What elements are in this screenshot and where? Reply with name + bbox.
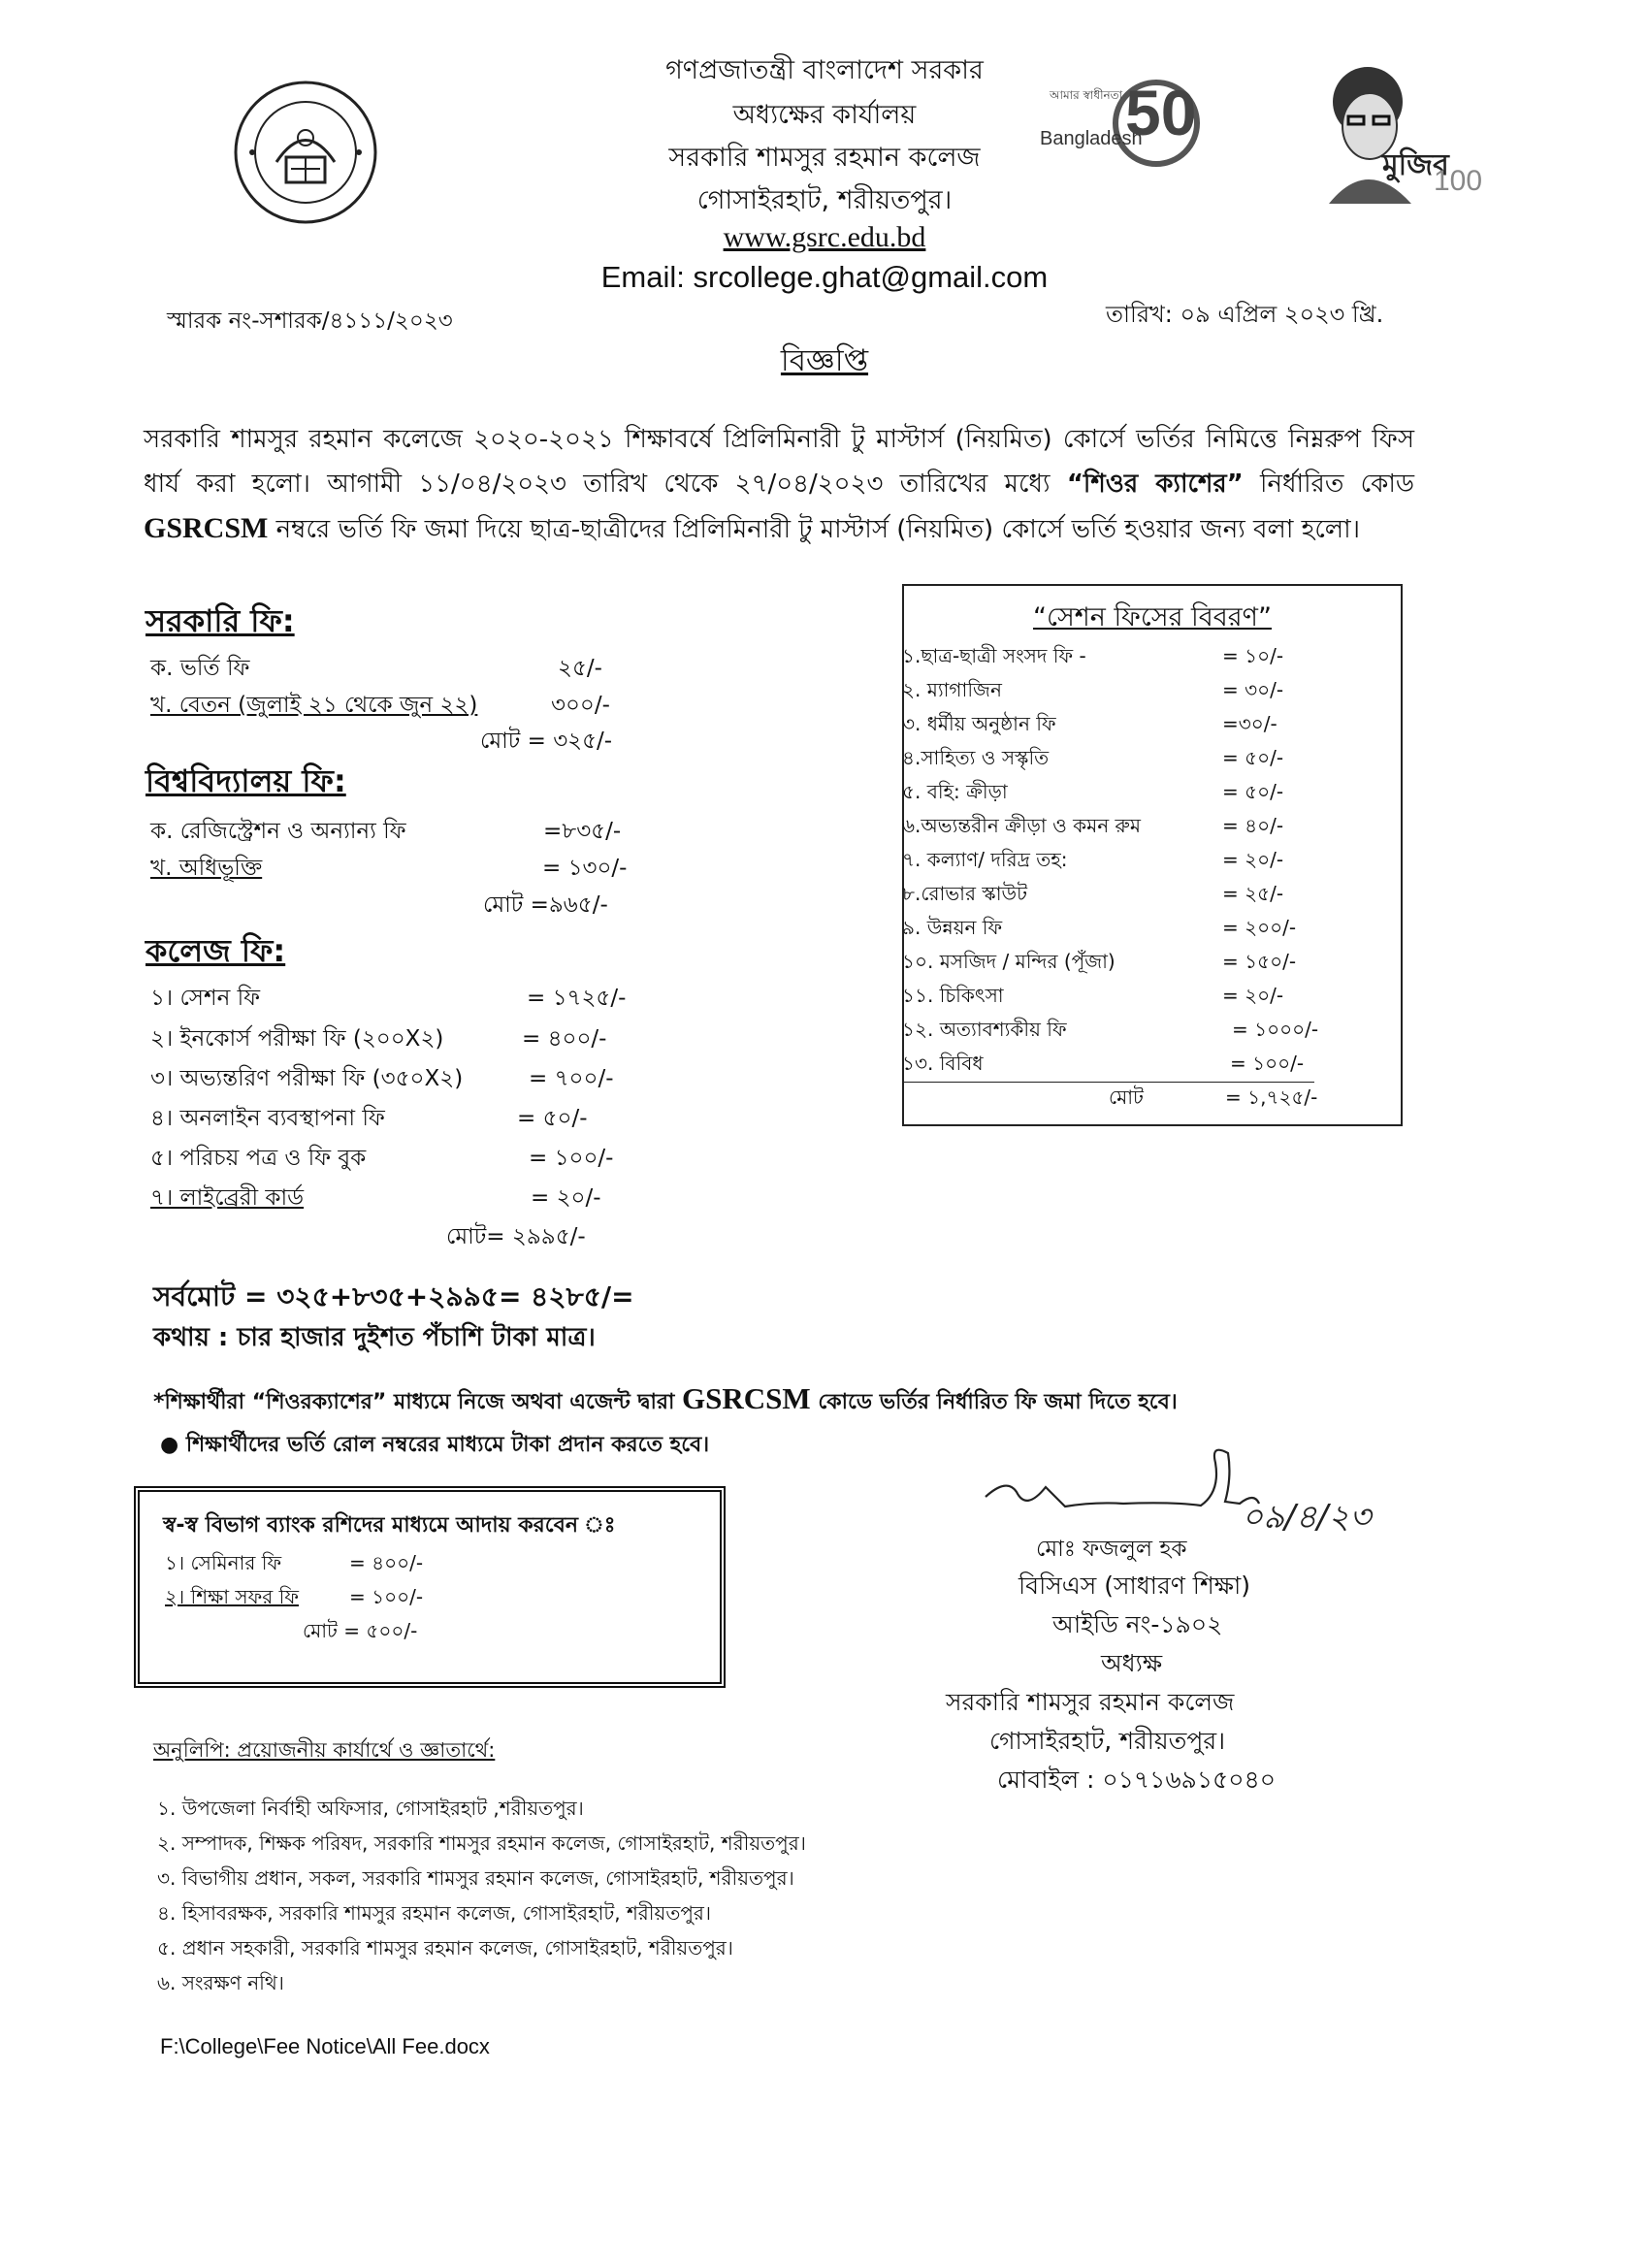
payment-code: GSRCSM <box>144 512 269 544</box>
fee-label: ৫. বহি: ক্রীড়া <box>902 780 1008 803</box>
signature-date: ০৯/৪/২৩ <box>1242 1498 1372 1537</box>
session-fee-item <box>902 846 1284 878</box>
fee-label: ২. ম্যাগাজিন <box>902 678 1002 701</box>
fee-value: = ২০/- <box>1222 848 1284 871</box>
college-fee-row <box>150 1100 588 1138</box>
session-fee-item <box>902 642 1284 674</box>
intro-text-2: নির্ধারিত কোড <box>1243 470 1415 499</box>
header-line-4: গোসাইরহাট, শরীয়তপুর। <box>696 185 953 215</box>
note-code: GSRCSM <box>682 1381 811 1415</box>
sure-cash-bold: “শিওর ক্যাশের” <box>1066 470 1244 499</box>
svg-text:মুজিব: মুজিব <box>1382 148 1449 182</box>
roll-number-note: ● শিক্ষার্থীদের ভর্তি রোল নম্বরের মাধ্যমে টাকা প্রদান করতে হবে। <box>160 1433 710 1457</box>
college-fee-row <box>150 1060 614 1098</box>
header-line-3: সরকারি শামসুর রহমান কলেজ <box>668 143 981 173</box>
principal-cadre: বিসিএস (সাধারণ শিক্ষা) <box>1018 1571 1251 1600</box>
memo-number: স্মারক নং-সশারক/৪১১১/২০২৩ <box>167 308 453 334</box>
principal-mobile: মোবাইল : ০১৭১৬৯১৫০৪০ <box>997 1766 1276 1794</box>
session-fee-item <box>902 812 1284 844</box>
fee-value: = ৫০/- <box>517 1106 588 1131</box>
fee-value: =৮৩৫/- <box>543 819 622 844</box>
session-fee-item <box>902 744 1284 776</box>
session-fee-item <box>902 778 1284 810</box>
govt-fee-row <box>150 650 640 688</box>
fee-label: ১.ছাত্র-ছাত্রী সংসদ ফি - <box>902 644 1086 667</box>
notice-date: তারিখ: ০৯ এপ্রিল ২০২৩ খ্রি. <box>1106 301 1384 328</box>
fee-value: = ৪০/- <box>1222 814 1284 837</box>
session-fee-item <box>902 676 1284 708</box>
email-line[interactable]: Email: srcollege.ghat@gmail.com <box>600 260 1049 294</box>
fee-label: ৯. উন্নয়ন ফি <box>902 916 1003 939</box>
govt-fee-title: সরকারি ফি: <box>146 602 295 639</box>
fee-value: = ১৫০/- <box>1222 950 1297 973</box>
fee-label: ৩। অভ্যন্তরিণ পরীক্ষা ফি (৩৫০X২) <box>150 1066 464 1091</box>
bank-fee-total: মোট = ৫০০/- <box>303 1619 418 1642</box>
fee-value: = ৪০০/- <box>522 1026 607 1052</box>
college-fee-row <box>150 980 627 1018</box>
fee-value: = ১০০/- <box>349 1585 424 1608</box>
copy-item: ২. সম্পাদক, শিক্ষক পরিষদ, সরকারি শামসুর রহমান কলেজ, গোসাইরহাট, শরীয়তপুর। <box>157 1831 806 1855</box>
fee-label: ক. রেজিস্ট্রেশন ও অন্যান্য ফি <box>150 819 406 844</box>
fee-value: = ১৩০/- <box>542 856 628 881</box>
intro-text-3: নম্বরে ভর্তি ফি জমা দিয়ে ছাত্র-ছাত্রীদের প্রিলিমিনারী টু মাস্টার্স (নিয়মিত) কোর্সে ভর্তি হওয়ার জন্য বলা হলো। <box>268 515 1360 544</box>
session-fee-item <box>902 948 1297 980</box>
fee-label: ১২. অত্যাবশ্যকীয় ফি <box>902 1018 1067 1041</box>
session-fee-item <box>902 880 1284 912</box>
college-seal-logo <box>233 80 378 225</box>
fee-value: = ৭০০/- <box>529 1066 614 1091</box>
fee-value: = ১০০/- <box>1230 1052 1305 1075</box>
copy-item: ১. উপজেলা নির্বাহী অফিসার, গোসাইরহাট ,শরীয়তপুর। <box>157 1797 584 1820</box>
fee-label: ৫। পরিচয় পত্র ও ফি বুক <box>150 1146 367 1171</box>
fee-value: = ২০/- <box>531 1185 601 1211</box>
svg-text:আমার স্বাধীনতা: আমার স্বাধীনতা <box>1050 88 1123 102</box>
fee-value: = ২৫/- <box>1222 882 1284 905</box>
copy-item: ৩. বিভাগীয় প্রধান, সকল, সরকারি শামসুর রহমান কলেজ, গোসাইরহাট, শরীয়তপুর। <box>157 1866 794 1890</box>
fee-label: ৩. ধর্মীয় অনুষ্ঠান ফি <box>902 712 1056 735</box>
fee-label: ক. ভর্তি ফি <box>150 656 250 681</box>
copies-title: অনুলিপি: প্রয়োজনীয় কার্যার্থে ও জ্ঞাতার্থে: <box>153 1738 496 1762</box>
session-fee-item <box>902 982 1284 1014</box>
fee-value: = ২০০/- <box>1222 916 1297 939</box>
college-fee-total: মোট= ২৯৯৫/- <box>446 1224 586 1249</box>
session-fee-item <box>902 914 1297 946</box>
univ-fee-total: মোট =৯৬৫/- <box>483 892 608 918</box>
fee-value: = ২০/- <box>1222 984 1284 1007</box>
copy-item: ৪. হিসাবরক্ষক, সরকারি শামসুর রহমান কলেজ, গোসাইরহাট, শরীয়তপুর। <box>157 1901 712 1925</box>
bangladesh-50-logo <box>1040 70 1214 177</box>
intro-text-1: সরকারি শামসুর রহমান কলেজে ২০২০-২০২১ শিক্ষাবর্ষে প্রিলিমিনারী টু মাস্টার্স (নিয়মিত) কোর্সে ভর্তির নিমিত্তে নিম্নরুপ ফিস ধার্য করা হলো। আগামী ১১/০৪/২০২৩ তারিখ থেকে ২৭/০৪/২০২৩ তারিখের মধ্যে <box>144 425 1414 499</box>
fee-value: = ১৭২৫/- <box>527 986 627 1011</box>
fee-label: ১। সেশন ফি <box>150 986 261 1011</box>
fee-label: ৪। অনলাইন ব্যবস্থাপনা ফি <box>150 1106 385 1131</box>
univ-fee-title: বিশ্ববিদ্যালয় ফি: <box>146 762 346 799</box>
intro-paragraph <box>144 417 1414 552</box>
fee-value: ২৫/- <box>558 656 602 681</box>
amount-in-words: কথায় : চার হাজার দুইশত পঁচাশি টাকা মাত্র। <box>153 1323 596 1352</box>
payment-note <box>153 1381 1178 1421</box>
college-fee-row <box>150 1180 621 1217</box>
univ-fee-row <box>150 813 645 851</box>
session-fee-item <box>902 1016 1319 1048</box>
fifty-text: 50 <box>1125 77 1197 148</box>
notice-title: বিজ্ঞপ্তি <box>780 343 869 378</box>
header-line-1: গণপ্রজাতন্ত্রী বাংলাদেশ সরকার <box>665 55 984 85</box>
bangladesh-text: Bangladesh <box>1040 128 1143 149</box>
fee-value: = ৪০০/- <box>349 1551 424 1574</box>
principal-college: সরকারি শামসুর রহমান কলেজ <box>946 1688 1235 1716</box>
note-text-1: *শিক্ষার্থীরা “শিওরক্যাশের” মাধ্যমে নিজে অথবা এজেন্ট দ্বারা <box>153 1390 683 1414</box>
fee-value: = ৫০/- <box>1222 780 1284 803</box>
college-fee-row <box>150 1021 607 1058</box>
fee-label: ৭. কল্যাণ/ দরিদ্র তহ: <box>902 848 1068 871</box>
govt-fee-total: মোট = ৩২৫/- <box>480 729 613 754</box>
fee-label: ২। ইনকোর্স পরীক্ষা ফি (২০০X২) <box>150 1026 444 1052</box>
fee-value: = ৩০/- <box>1222 678 1284 701</box>
govt-fee-row <box>150 687 640 725</box>
fee-label: ১১. চিকিৎসা <box>902 984 1004 1007</box>
session-box-title: “সেশন ফিসের বিবরণ” <box>1033 602 1272 632</box>
bank-box-title: স্ব-স্ব বিভাগ ব্যাংক রশিদের মাধ্যমে আদায় করবেন ঃ <box>163 1513 616 1538</box>
file-path: F:\College\Fee Notice\All Fee.docx <box>160 2034 490 2058</box>
fee-label: খ. অধিভূক্তি <box>150 856 263 881</box>
fee-value: = ৫০/- <box>1222 746 1284 769</box>
univ-fee-row <box>150 850 645 888</box>
bank-fee-row <box>165 1549 424 1581</box>
principal-name: মোঃ ফজলুল হক <box>1036 1537 1187 1562</box>
bank-fee-row <box>165 1583 429 1615</box>
fee-label: ১। সেমিনার ফি <box>165 1551 282 1574</box>
copy-item: ৬. সংরক্ষণ নথি। <box>157 1971 284 1994</box>
grand-total: সর্বমোট = ৩২৫+৮৩৫+২৯৯৫= ৪২৮৫/= <box>153 1280 634 1312</box>
fee-label: ৬.অভ্যন্তরীন ক্রীড়া ও কমন রুম <box>902 814 1141 837</box>
fee-value: =৩০/- <box>1222 712 1277 735</box>
copy-item: ৫. প্রধান সহকারী, সরকারি শামসুর রহমান কলেজ, গোসাইরহাট, শরীয়তপুর। <box>157 1936 733 1960</box>
session-fee-total-label: মোট <box>1109 1085 1144 1109</box>
note-text-2: কোডে ভর্তির নির্ধারিত ফি জমা দিতে হবে। <box>810 1390 1178 1414</box>
fee-label: ২। শিক্ষা সফর ফি <box>165 1585 299 1608</box>
fee-label: ৭। লাইব্রেরী কার্ড <box>150 1185 305 1211</box>
hundred-text: 100 <box>1434 165 1483 197</box>
session-fee-item <box>902 1050 1314 1083</box>
header-line-2: অধ্যক্ষের কার্যালয় <box>732 100 917 130</box>
principal-id: আইডি নং-১৯০২ <box>1052 1610 1223 1638</box>
fee-label: ৪.সাহিত্য ও সস্কৃতি <box>902 746 1050 769</box>
fee-value: = ১০/- <box>1222 644 1284 667</box>
college-fee-title: কলেজ ফি: <box>146 932 286 969</box>
website-link[interactable]: www.gsrc.edu.bd <box>723 221 926 253</box>
fee-value: = ১০০০/- <box>1232 1018 1319 1041</box>
college-fee-row <box>150 1140 614 1178</box>
fee-label: ৮.রোভার স্কাউট <box>902 882 1027 905</box>
fee-label: ১৩. বিবিধ <box>902 1052 984 1075</box>
session-fee-item <box>902 710 1277 742</box>
principal-address: গোসাইরহাট, শরীয়তপুর। <box>989 1727 1226 1755</box>
fee-label: ১০. মসজিদ / মন্দির (পূঁজা) <box>902 950 1116 973</box>
fee-value: ৩০০/- <box>551 693 610 718</box>
principal-designation: অধ্যক্ষ <box>1101 1649 1163 1677</box>
fee-value: = ১০০/- <box>529 1146 614 1171</box>
mujib-100-logo <box>1290 58 1483 204</box>
fee-label: খ. বেতন (জুলাই ২১ থেকে জুন ২২) <box>150 693 478 718</box>
session-fee-total-value: = ১,৭২৫/- <box>1225 1085 1318 1109</box>
